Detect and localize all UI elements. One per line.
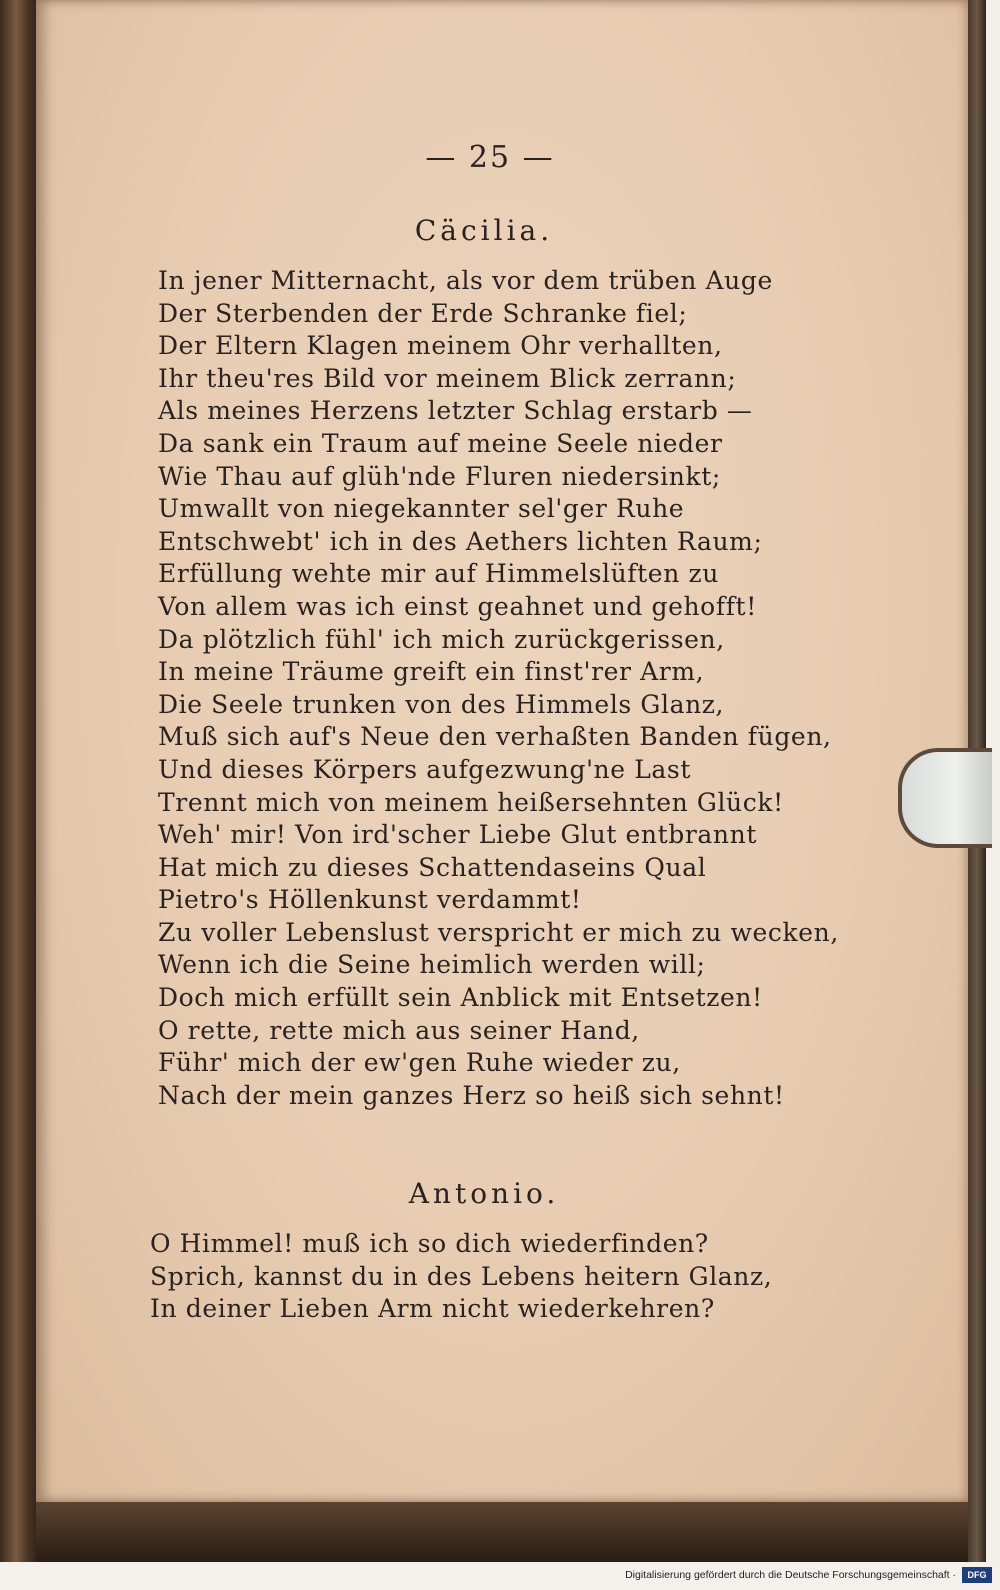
dfg-logo-icon: DFG [962, 1567, 992, 1583]
verse-line: Hat mich zu dieses Schattendaseins Qual [158, 852, 707, 882]
verse-line: Wie Thau auf glüh'nde Fluren niedersinkt; [158, 461, 721, 491]
verse-line: Der Sterbenden der Erde Schranke fiel; [158, 298, 688, 328]
verse-line: Sprich, kannst du in des Lebens heitern Glanz, [150, 1261, 773, 1291]
verse-line: O rette, rette mich aus seiner Hand, [158, 1015, 640, 1045]
verse-line: Trennt mich von meinem heißersehnten Glück! [158, 787, 784, 817]
verse-line: Die Seele trunken von des Himmels Glanz, [158, 689, 725, 719]
verse-line: O Himmel! muß ich so dich wiederfinden? [150, 1229, 709, 1258]
verse-line: Führ' mich der ew'gen Ruhe wieder zu, [158, 1048, 681, 1078]
digitization-footer [0, 1562, 1000, 1590]
verse-line: Weh' mir! Von ird'scher Liebe Glut entbrannt [158, 820, 757, 850]
verse-line: In jener Mitternacht, als vor dem trüben Auge [158, 266, 773, 295]
page-number: — 25 — [425, 140, 555, 175]
verse-line: Umwallt von niegekannter sel'ger Ruhe [158, 494, 685, 524]
verse-line: Zu voller Lebenslust verspricht er mich zu wecken, [158, 917, 839, 947]
speaker-heading-caecilia: Cäcilia. [414, 214, 554, 247]
verse-line: Als meines Herzens letzter Schlag erstarb — [158, 396, 753, 426]
verse-line: In meine Träume greift ein finst'rer Arm, [158, 657, 705, 687]
verse-line: Ihr theu'res Bild vor meinem Blick zerrann; [158, 363, 737, 393]
verse-block-antonio [150, 1228, 772, 1326]
verse-line: Nach der mein ganzes Herz so heiß sich sehnt! [158, 1080, 785, 1110]
verse-line: Entschwebt' ich in des Aethers lichten Raum; [158, 526, 763, 556]
funding-credit: Digitalisierung gefördert durch die Deutsche Forschungsgemeinschaft · [625, 1569, 956, 1581]
verse-line: Wenn ich die Seine heimlich werden will; [158, 950, 706, 980]
verse-line: Der Eltern Klagen meinem Ohr verhallten, [158, 331, 723, 361]
page-clip [898, 748, 992, 848]
verse-block-caecilia [158, 265, 839, 1112]
verse-line: Pietro's Höllenkunst verdammt! [158, 885, 582, 915]
speaker-heading-antonio: Antonio. [408, 1177, 560, 1210]
verse-line: Da plötzlich fühl' ich mich zurückgerissen, [158, 624, 725, 654]
verse-line: Von allem was ich einst geahnet und gehofft! [158, 591, 757, 621]
verse-line: Doch mich erfüllt sein Anblick mit Entsetzen! [158, 983, 763, 1013]
page-bottom-shadow [36, 1502, 968, 1562]
verse-line: Da sank ein Traum auf meine Seele nieder [158, 428, 723, 458]
verse-line: Und dieses Körpers aufgezwung'ne Last [158, 754, 691, 784]
verse-line: In deiner Lieben Arm nicht wiederkehren? [150, 1294, 715, 1324]
verse-line: Muß sich auf's Neue den verhaßten Banden fügen, [158, 722, 832, 752]
verse-line: Erfüllung wehte mir auf Himmelslüften zu [158, 559, 719, 589]
